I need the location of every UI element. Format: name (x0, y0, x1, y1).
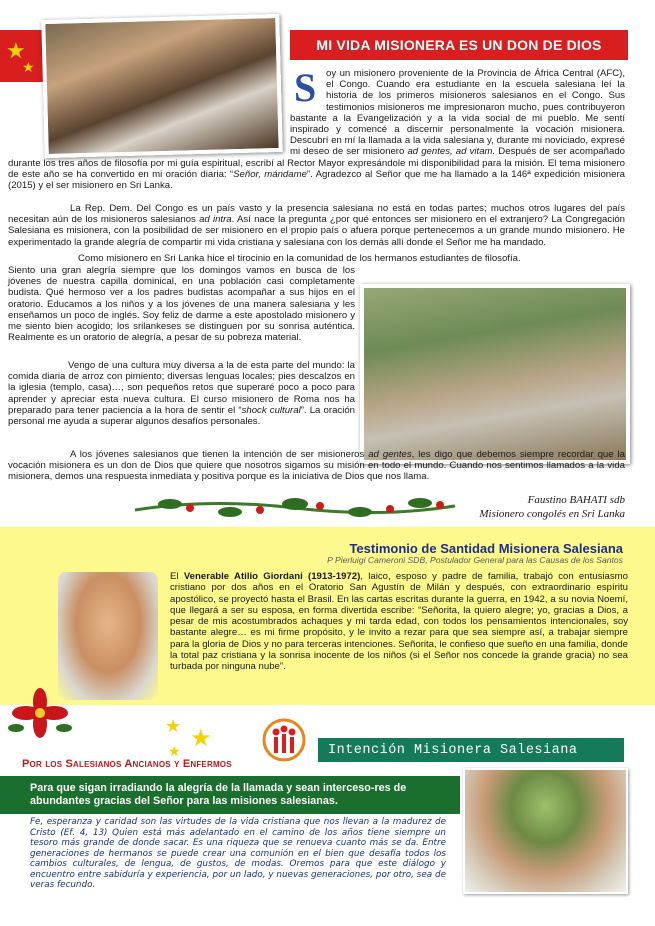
author-name: Faustino BAHATI sdb (527, 494, 625, 506)
article-p6-cont: , les digo que debemos siempre recordar que la vocación misionera es un don de Dios que quiere que nosotros sigamos su misión en todo el mundo. Cuando nos sentimos llamados a la vida misionera, demos una respuesta inmediata y positiva porque es la iniciativa de Dios que nos llama. (8, 449, 625, 483)
signature (479, 493, 625, 521)
article-p2 (8, 203, 625, 248)
testimony-body (170, 571, 628, 673)
holly-icon (130, 492, 460, 522)
article-p6 (8, 449, 625, 483)
intention-title: Intención Misionera Salesiana (318, 738, 624, 762)
intention-category: Por los Salesianos Ancianos y Enfermos (22, 758, 232, 770)
article-p4: Siento una gran alegría siempre que los domingos vamos en busca de los jóvenes de nuestra capilla dominical, en una población casi completamente budista. Qué hermoso ver a los padres budistas acompañar a sus hijos en el oratorio. Educamos a los niños y a los jóvenes de una manera salesiana y les enseñamos un poco de inglés. Soy feliz de darme a este apostolado misionero y me siento bien acogido; los srilankeses se distinguen por su sonrisa auténtica. Realmente es un oratorio de alegría, a pesar de su pobreza material. (8, 265, 355, 344)
author-role: Misionero congolés en Sri Lanka (479, 508, 625, 520)
page-title: MI VIDA MISIONERA ES UN DON DE DIOS (290, 30, 628, 60)
intention-reflection: Fe, esperanza y caridad son las virtudes de la vida cristiana que nos llevan a la madurez de Cristo (Ef. 4, 13) Quien está más adelantado en el camino de los años tiene siempre un tesoro más grande de donde sacar. Es una riqueza que se renueva cuanto más se da. Entre generaciones de hermanos se puede crear una comunión en el bien que desafía todos los cambios culturales, de lengua, de gustos, de modas. Oremos para que este diálogo y encuentro entre sabiduría y experiencia, por un lado, y nuevas generaciones, por otro, sea de veras fecundo. (30, 817, 446, 890)
star-icon: ★ (190, 725, 212, 752)
testimony-text: , laico, esposo y padre de familia, trabajó con entusiasmo cristiano por dos años en el Oratorio San Agustín de Milán y después, con extraordinario espíritu apostólico, se proyectó hasta el Brasil. En las cartas escritas durante la guerra, en 1942, a su novia Noemí, que llegará a ser su esposa, en forma divertida escribe: “Señorita, la quiero alegre; yo, gracias a Dios, a pesar de mis acostumbrados achaques y mi tarda edad, con todos los pensamientos intencionales, soy bastante alegre… es mi firme propósito, y le invito a rezar para que sea siempre así, a trabajar siempre para la gloria de Dios y no para terceras intenciones. Señorita, le confieso que sueño en una familia, donde la total paz cristiana y la sonrisa inocente de los niños (si el Señor nos concede la grande gracia) no sea turbada por ninguna nube”. (170, 571, 628, 673)
article-p2-cont: . Así nace la pregunta ¿por qué entonces ser misionero en el extranjero? La Congregación Salesiana es misionera, con la posibilidad de ser misionero en el propio país o afuera porque pertenecemos a un grande mundo misionero. He experimentado la grande alegría de compartir mi vida cristiana y salesiana con los demás allí donde el Señor me ha mandado. (8, 214, 625, 248)
article-p1-end: ”. Agradezco al Señor que me ha llamado a la 146ª expedición misionera (2015) y el ser misionero en Sri Lanka. (8, 168, 625, 192)
testimony-subtitle: P Pierluigi Cameroni SDB, Postulador General para las Causas de los Santos (327, 555, 623, 565)
latin-phrase: ad intra (199, 214, 232, 226)
article-p3: Como misionero en Sri Lanka hice el tirocinio en la comunidad de los hermanos estudiantes de filosofía. (78, 253, 521, 264)
prayer-quote: Señor, mándame (233, 168, 307, 180)
intention-prayer: Para que sigan irradiando la alegría de la llamada y sean interceso-res de abundantes gracias del Señor para las misiones salesianas. (0, 776, 460, 814)
article-p1: oy un misionero proveniente de la Provincia de África Central (AFC), el Congo. Cuando era estudiante en la escuela salesiana leí la historia de los primeros misioneros salesianos en el Congo. Sus testimonios misioneros me impresionaron mucho, pues contribuyeron bastante a la Evangelización y a la vida social de mi pueblo. Me sentí inspirado y comencé a discernir personalmente la vocación misionera. Descubrí en mí la llamada a la vida salesiana y, durante mi noviciado, expresé mi deseo de ser misionero (290, 68, 625, 158)
salesian-logo-icon (262, 718, 306, 762)
testimony-title: Testimonio de Santidad Misionera Salesiana (349, 541, 623, 556)
star-icon: ★ (168, 743, 181, 759)
oratory-group-photo (360, 284, 630, 464)
article-p5 (8, 360, 355, 427)
article-p5-text: Vengo de una cultura muy diversa a la de esta parte del mundo: la comida diaria de arroz con pimiento; diversas lenguas locales; pies descalzos en la iglesia (templo, casa)…, son pequeños retos que superaré poco a poco para aprender y apreciar esta nueva cultura. El curso misionero de Roma nos ha preparado para tener paciencia a la hora de sentir el “ (8, 360, 355, 416)
dropcap-spacer (290, 68, 326, 104)
latin-phrase: ad gentes, ad vitam. (407, 146, 496, 158)
emphasis: shock cultural (241, 404, 301, 416)
poinsettia-icon (8, 688, 72, 738)
article-p2-text: La Rep. Dem. Del Congo es un país vasto y la presencia salesiana no está en todas partes; muchos otros lugares del país necesitan aún de los misioneros salesianos (8, 203, 625, 226)
star-icon: ★ (22, 59, 35, 75)
article-p6-text: A los jóvenes salesianos que tienen la intención de ser misioneros (70, 449, 369, 460)
testimony-lead: El (170, 571, 184, 582)
star-icon: ★ (165, 716, 182, 736)
article-p5-cont: ”. La oración personal me ayuda a superar algunos desafíos personales. (8, 404, 356, 428)
article-p1-cont: Después de ser acompañado durante los tres años de filosofía por mi guía espiritual, escribí al Rector Mayor expresándole mi disponibilidad para la misión. El tema misionero de este año se ha convertido en mi oración diaria: “ (8, 146, 625, 180)
photo-spacer (8, 68, 290, 148)
latin-phrase: ad gentes (368, 449, 412, 460)
hands-with-seedling-photo (463, 768, 628, 894)
article-intro (8, 65, 625, 192)
venerable-name: Venerable Atilio Giordani (1913-1972) (183, 571, 361, 582)
star-icon: ★ (6, 38, 26, 63)
drop-cap: S (294, 65, 317, 110)
atilio-giordani-portrait (58, 572, 158, 700)
